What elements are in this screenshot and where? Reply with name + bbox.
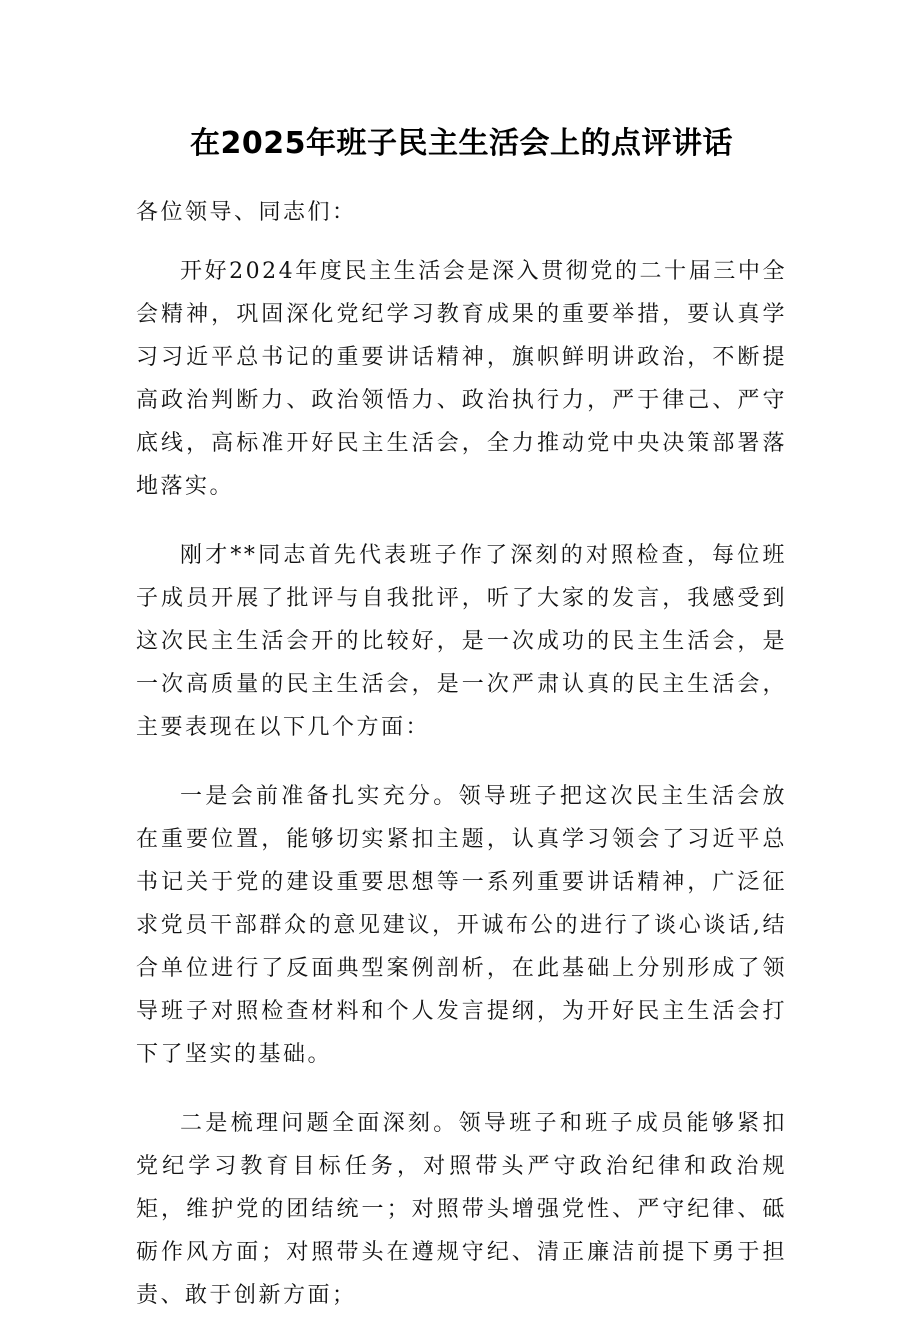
paragraph-opening: 开好2024年度民主生活会是深入贯彻党的二十届三中全会精神，巩固深化党纪学习教育成果的重要举措，要认真学习习近平总书记的重要讲话精神，旗帜鲜明讲政治，不断提高政治判断力、政治领悟力、政治执行力，严于律己、严守底线，高标准开好民主生活会，全力推动党中央决策部署落地落实。 — [136, 259, 787, 499]
paragraph-meeting-summary: 刚才**同志首先代表班子作了深刻的对照检查，每位班子成员开展了批评与自我批评，听了大家的发言，我感受到这次民主生活会开的比较好，是一次成功的民主生活会，是一次高质量的民主生活会，是一次严肃认真的民主生活会，主要表现在以下几个方面： — [136, 543, 787, 740]
salutation-line: 各位领导、同志们： — [136, 200, 357, 225]
paragraph-point-one: 一是会前准备扎实充分。领导班子把这次民主生活会放在重要位置，能够切实紧扣主题，认真学习领会了习近平总书记关于党的建设重要思想等一系列重要讲话精神，广泛征求党员干部群众的意见建议，开诚布公的进行了谈心谈话,结合单位进行了反面典型案例剖析，在此基础上分别形成了领导班子对照检查材料和个人发言提纲，为开好民主生活会打下了坚实的基础。 — [136, 784, 787, 1067]
paragraph-point-two: 二是梳理问题全面深刻。领导班子和班子成员能够紧扣党纪学习教育目标任务，对照带头严守政治纪律和政治规矩，维护党的团结统一；对照带头增强党性、严守纪律、砥砺作风方面；对照带头在遵规守纪、清正廉洁前提下勇于担责、敢于创新方面； — [136, 1111, 787, 1308]
document-title: 在2025年班子民主生活会上的点评讲话 — [190, 126, 733, 161]
